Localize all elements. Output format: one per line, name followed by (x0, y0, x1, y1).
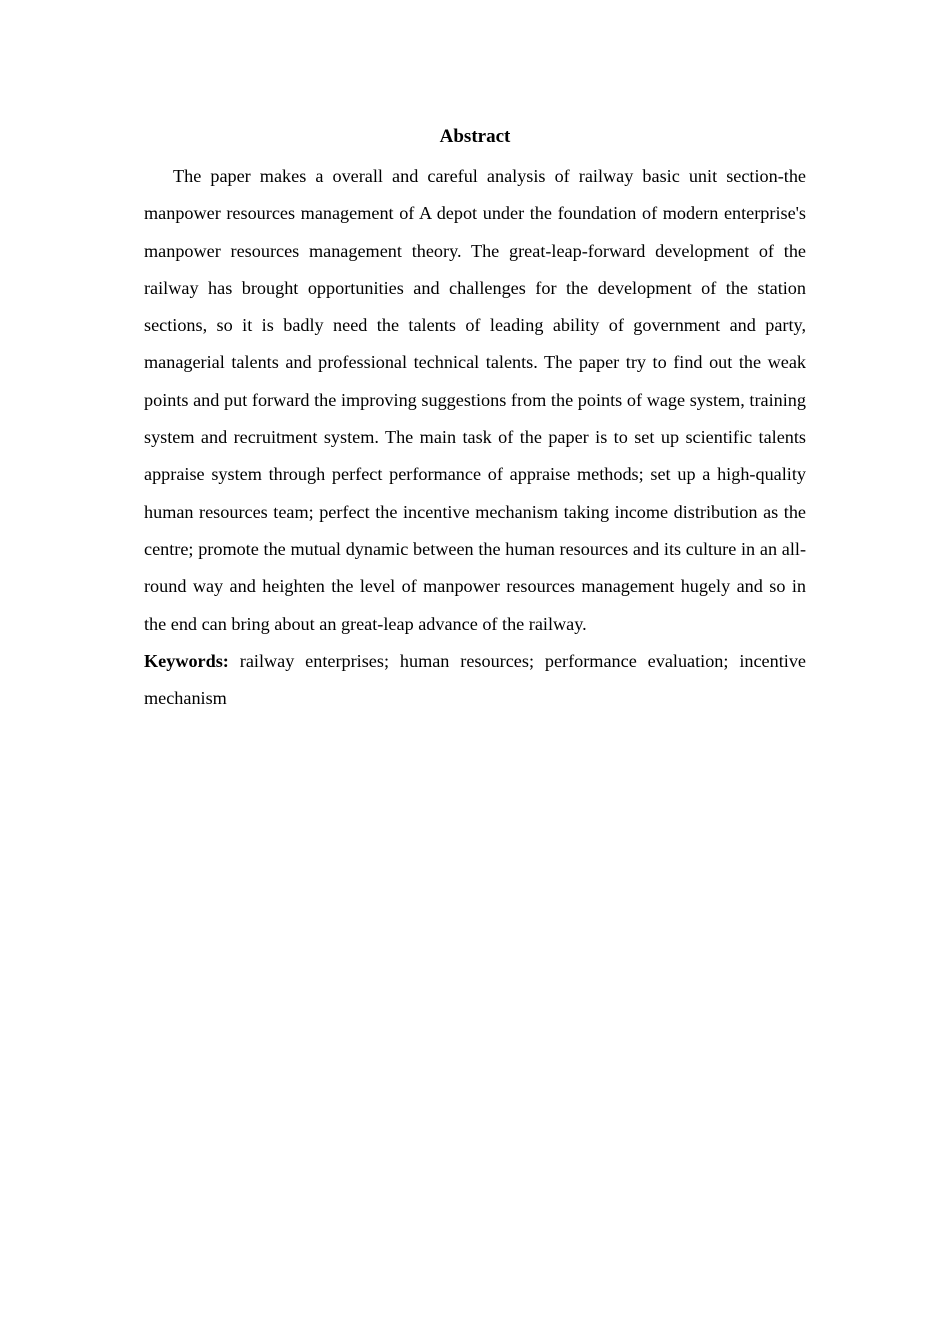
keywords-line (144, 643, 806, 718)
keywords-text: railway enterprises; human resources; performance evaluation; incentive mechanism (144, 650, 806, 709)
abstract-paragraph: The paper makes a overall and careful analysis of railway basic unit section-the manpower resources management of A depot under the foundation of modern enterprise's manpower resources management theory. The great-leap-forward development of the railway has brought opportunities and challenges for the development of the station sections, so it is badly need the talents of leading ability of government and party, managerial talents and professional technical talents. The paper try to find out the weak points and put forward the improving suggestions from the points of wage system, training system and recruitment system. The main task of the paper is to set up scientific talents appraise system through perfect performance of appraise methods; set up a high-quality human resources team; perfect the incentive mechanism taking income distribution as the centre; promote the mutual dynamic between the human resources and its culture in an all- round way and heighten the level of manpower resources management hugely and so in the end can bring about an great-leap advance of the railway. (144, 166, 806, 634)
abstract-heading: Abstract (439, 126, 511, 147)
keywords-label: Keywords: (144, 650, 229, 671)
abstract-section (144, 124, 806, 717)
